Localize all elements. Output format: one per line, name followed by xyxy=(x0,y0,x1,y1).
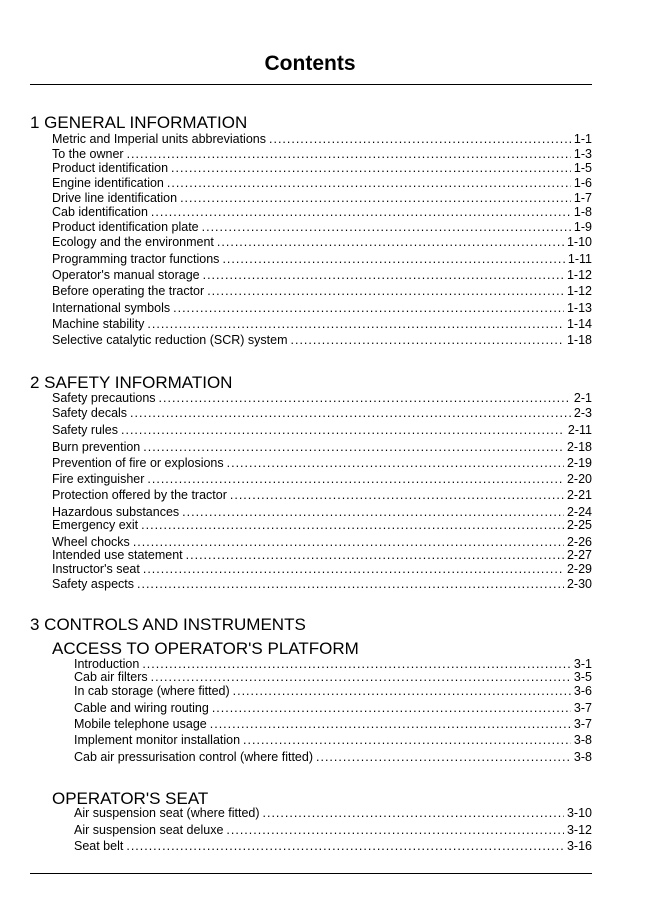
toc-entry-label: Burn prevention xyxy=(52,440,141,454)
dot-leader xyxy=(207,284,564,298)
toc-entry[interactable] xyxy=(74,670,592,684)
dot-leader xyxy=(142,657,571,671)
toc-entry-page: 1-1 xyxy=(573,132,592,146)
dot-leader xyxy=(203,268,564,282)
toc-entry[interactable] xyxy=(52,577,592,591)
toc-entry-label: Air suspension seat deluxe xyxy=(74,823,224,837)
toc-entry-label: Cab air pressurisation control (where fitted) xyxy=(74,750,313,764)
toc-entry-label: Safety aspects xyxy=(52,577,134,591)
toc-entry[interactable] xyxy=(74,717,592,731)
toc-entry-label: In cab storage (where fitted) xyxy=(74,684,230,698)
toc-entry-label: Introduction xyxy=(74,657,140,671)
toc-entry[interactable] xyxy=(52,440,592,454)
page-title: Contents xyxy=(264,52,356,75)
toc-entry-label: Cab identification xyxy=(52,205,148,219)
toc-entry-label: Protection offered by the tractor xyxy=(52,488,227,502)
toc-entry-page: 2-29 xyxy=(566,562,592,576)
toc-entry-label: Engine identification xyxy=(52,176,164,190)
toc-entry-label: Instructor's seat xyxy=(52,562,140,576)
toc-entry[interactable] xyxy=(74,657,592,671)
toc-entry[interactable] xyxy=(52,423,592,437)
toc-entry[interactable] xyxy=(52,235,592,249)
toc-entry[interactable] xyxy=(52,161,592,175)
toc-entry[interactable] xyxy=(52,488,592,502)
toc-entry[interactable] xyxy=(52,147,592,161)
dot-leader xyxy=(263,806,564,820)
dot-leader xyxy=(233,684,571,698)
toc-entry-page: 3-8 xyxy=(573,750,592,764)
toc-entry-page: 2-26 xyxy=(566,535,592,549)
dot-leader xyxy=(141,518,564,532)
dot-leader xyxy=(210,717,571,731)
toc-entry-page: 2-20 xyxy=(566,472,592,486)
toc-entry-label: Operator's manual storage xyxy=(52,268,200,282)
toc-entry-page: 3-12 xyxy=(566,823,592,837)
dot-leader xyxy=(137,577,564,591)
dot-leader xyxy=(291,333,564,347)
dot-leader xyxy=(130,406,571,420)
dot-leader xyxy=(186,548,564,562)
toc-entry[interactable] xyxy=(74,750,592,764)
toc-entry-label: Implement monitor installation xyxy=(74,733,241,747)
toc-entry-label: Seat belt xyxy=(74,839,124,853)
dot-leader xyxy=(147,472,564,486)
dot-leader xyxy=(121,423,565,437)
dot-leader xyxy=(202,220,571,234)
toc-entry[interactable] xyxy=(52,548,592,562)
toc-entry-label: Fire extinguisher xyxy=(52,472,145,486)
toc-entry[interactable] xyxy=(74,823,592,837)
toc-entry-label: Safety rules xyxy=(52,423,119,437)
dot-leader xyxy=(143,440,564,454)
bottom-divider xyxy=(30,873,592,874)
toc-entry[interactable] xyxy=(74,733,592,747)
toc-entry-label: Before operating the tractor xyxy=(52,284,205,298)
toc-entry-label: Ecology and the environment xyxy=(52,235,214,249)
toc-entry-label: Drive line identification xyxy=(52,191,178,205)
toc-entry[interactable] xyxy=(52,176,592,190)
dot-leader xyxy=(167,176,571,190)
dot-leader xyxy=(171,161,571,175)
dot-leader xyxy=(143,562,564,576)
toc-entry[interactable] xyxy=(52,333,592,347)
toc-entry-page: 2-18 xyxy=(566,440,592,454)
toc-entry-page: 1-8 xyxy=(573,205,592,219)
toc-entry-page: 2-27 xyxy=(566,548,592,562)
toc-entry[interactable] xyxy=(52,268,592,282)
toc-entry-label: Mobile telephone usage xyxy=(74,717,207,731)
toc-entry-page: 3-16 xyxy=(566,839,592,853)
toc-entry[interactable] xyxy=(52,205,592,219)
toc-entry-page: 3-1 xyxy=(573,657,592,671)
toc-entry[interactable] xyxy=(74,839,592,853)
toc-entry-page: 3-8 xyxy=(573,733,592,747)
toc-entry-page: 1-12 xyxy=(566,284,592,298)
dot-leader xyxy=(180,191,571,205)
toc-entry-page: 1-11 xyxy=(567,252,592,266)
toc-entry-page: 1-5 xyxy=(573,161,592,175)
dot-leader xyxy=(126,839,564,853)
toc-entry-label: Intended use statement xyxy=(52,548,183,562)
dot-leader xyxy=(212,701,571,715)
toc-entry-page: 2-24 xyxy=(566,505,592,519)
dot-leader xyxy=(127,147,571,161)
toc-entry-page: 2-1 xyxy=(573,391,592,405)
toc-entry-page: 2-25 xyxy=(566,518,592,532)
toc-entry-page: 3-7 xyxy=(573,701,592,715)
dot-leader xyxy=(159,391,571,405)
toc-entry[interactable] xyxy=(74,806,592,820)
toc-entry[interactable] xyxy=(52,191,592,205)
dot-leader xyxy=(227,456,564,470)
toc-entry[interactable] xyxy=(52,562,592,576)
toc-entry-page: 1-18 xyxy=(566,333,592,347)
toc-entry-page: 1-14 xyxy=(566,317,592,331)
toc-entry-label: Air suspension seat (where fitted) xyxy=(74,806,260,820)
toc-entry-page: 3-10 xyxy=(566,806,592,820)
toc-entry-label: Wheel chocks xyxy=(52,535,130,549)
toc-entry-label: Programming tractor functions xyxy=(52,252,220,266)
dot-leader xyxy=(151,670,571,684)
toc-entry[interactable] xyxy=(52,301,592,315)
toc-entry-page: 3-6 xyxy=(573,684,592,698)
toc-entry[interactable] xyxy=(52,535,592,549)
subsection-heading: OPERATOR'S SEAT xyxy=(52,789,209,808)
dot-leader xyxy=(151,205,571,219)
dot-leader xyxy=(182,505,564,519)
toc-entry[interactable] xyxy=(52,132,592,146)
toc-entry-page: 2-21 xyxy=(566,488,592,502)
dot-leader xyxy=(147,317,564,331)
toc-entry[interactable] xyxy=(52,391,592,405)
toc-entry[interactable] xyxy=(52,472,592,486)
toc-entry-label: Product identification plate xyxy=(52,220,199,234)
toc-entry-label: Cable and wiring routing xyxy=(74,701,209,715)
toc-entry-label: International symbols xyxy=(52,301,171,315)
toc-entry[interactable] xyxy=(52,220,592,234)
dot-leader xyxy=(222,252,564,266)
dot-leader xyxy=(230,488,564,502)
toc-entry-label: Metric and Imperial units abbreviations xyxy=(52,132,266,146)
toc-entry-label: Emergency exit xyxy=(52,518,139,532)
section-heading: 3 CONTROLS AND INSTRUMENTS xyxy=(30,615,306,634)
toc-entry-page: 2-11 xyxy=(567,423,592,437)
toc-entry[interactable] xyxy=(52,252,592,266)
toc-entry-label: Safety decals xyxy=(52,406,128,420)
toc-entry-page: 2-19 xyxy=(566,456,592,470)
subsection-heading: ACCESS TO OPERATOR'S PLATFORM xyxy=(52,639,359,658)
dot-leader xyxy=(269,132,571,146)
toc-entry[interactable] xyxy=(52,456,592,470)
toc-entry-page: 1-10 xyxy=(566,235,592,249)
toc-entry[interactable] xyxy=(74,684,592,698)
dot-leader xyxy=(217,235,564,249)
toc-entry-label: Machine stability xyxy=(52,317,145,331)
toc-entry-page: 1-6 xyxy=(573,176,592,190)
toc-entry-page: 2-3 xyxy=(573,406,592,420)
toc-entry-label: Safety precautions xyxy=(52,391,156,405)
toc-entry[interactable] xyxy=(52,317,592,331)
dot-leader xyxy=(133,535,564,549)
toc-entry-page: 2-30 xyxy=(566,577,592,591)
dot-leader xyxy=(316,750,571,764)
toc-entry-page: 1-13 xyxy=(566,301,592,315)
toc-entry-page: 1-12 xyxy=(566,268,592,282)
dot-leader xyxy=(173,301,564,315)
toc-entry-label: Hazardous substances xyxy=(52,505,180,519)
section-heading: 2 SAFETY INFORMATION xyxy=(30,373,233,392)
toc-entry[interactable] xyxy=(52,505,592,519)
toc-entry[interactable] xyxy=(52,518,592,532)
toc-entry-page: 3-5 xyxy=(573,670,592,684)
toc-entry[interactable] xyxy=(52,284,592,298)
toc-entry-page: 1-3 xyxy=(573,147,592,161)
toc-entry-label: Prevention of fire or explosions xyxy=(52,456,224,470)
toc-entry-page: 3-7 xyxy=(573,717,592,731)
toc-entry[interactable] xyxy=(52,406,592,420)
toc-entry[interactable] xyxy=(74,701,592,715)
toc-entry-label: Selective catalytic reduction (SCR) system xyxy=(52,333,288,347)
section-heading: 1 GENERAL INFORMATION xyxy=(30,113,248,132)
toc-entry-label: To the owner xyxy=(52,147,124,161)
toc-entry-label: Product identification xyxy=(52,161,169,175)
toc-entry-label: Cab air filters xyxy=(74,670,148,684)
dot-leader xyxy=(243,733,571,747)
dot-leader xyxy=(226,823,564,837)
toc-entry-page: 1-7 xyxy=(573,191,592,205)
toc-entry-page: 1-9 xyxy=(573,220,592,234)
top-divider xyxy=(30,84,592,85)
